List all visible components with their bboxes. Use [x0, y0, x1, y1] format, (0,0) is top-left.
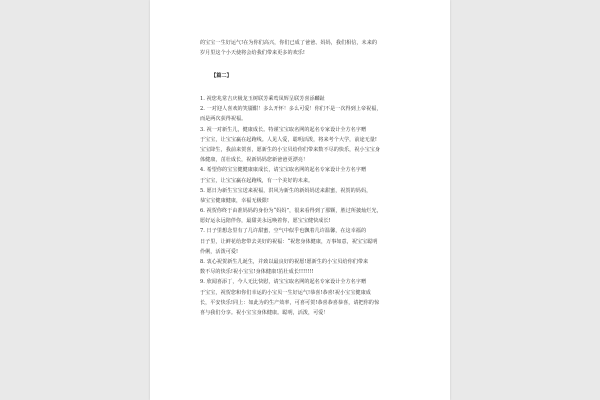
text-line: 3. 祝一对新生儿，健康成长。特谨宝宝取名网的起名专家设计全方名字赠: [200, 126, 367, 133]
text-line: 于宝宝，让宝宝赢在起跑线，有一个美好的未来。: [200, 177, 314, 184]
text-line: 4. 希望你的宝宝健健康康成长，请宝宝取名网的起名专家设计全方名字赠: [200, 167, 367, 174]
text-line: 于宝宝，让宝宝赢在起跑线。人见人爱，聪明活泼，将来考个大学，前途无量!: [200, 136, 377, 143]
text-line: 7. 日子里想念里有了几许甜蜜，空气中似乎也飘着几许温馨，在这幸福的: [200, 228, 367, 235]
text-line: 1. 祝您兆常吉庆极龙玉树联芳乘鸾凤辉呈联芳喜添麟趾: [200, 96, 325, 102]
text-line: 体健康，茁壮成长，祝新妈妈您新爸爸更漂亮！: [200, 157, 309, 164]
text-line: 8. 衷心祝贺新生儿诞生，并致以最良好的祝愿!愿新生的小宝贝给你们带来: [200, 259, 369, 265]
text-line: 5. 愿日为新生宝宝送来祝福，洪风为新生的新妈妈送来甜蜜，祝贺的妈妈，: [200, 187, 372, 194]
text-line: 9. 欣闻喜添丁，今人无比快慰，请宝宝取名网的起名专家设计全方名字赠: [200, 279, 367, 286]
text-line: 于宝宝，祝贺您和你们幸运的小宝贝一生好运气!恭喜!恭喜!祝小宝宝健康成: [200, 289, 371, 296]
text-line: 宝宝降生，我前来贺喜，愿新生的小宝贝给你们带来数不尽的快乐，祝小宝宝身: [200, 146, 381, 153]
text-line: 恭宝宝健康健康，幸福无极限!: [200, 197, 269, 204]
text-line: 伶俐，活泼可爱!: [200, 248, 239, 255]
text-line: 岁月里这个小天使将会给我们带来更多的欢乐!: [200, 50, 305, 57]
text-line: 愿好运永远陪伴你，最甜美永远唤着你，愿宝宝健快成长!: [200, 218, 331, 225]
text-line: 日子里，让鲜花给您带去美好的祝福：“祝您身体健康，万事如意，祝宝宝聪明: [200, 238, 378, 245]
section-heading: 【篇二】: [211, 73, 232, 79]
document-page: [150, 0, 450, 400]
text-line: 2. 一对迎人喜欢的笑靥酣！多么开怀！多么可爱！你们不是一次得到上帝祝福，: [200, 106, 382, 113]
text-line: 的宝宝一生好运气!在为你们高兴，你们已成了爸爸、妈妈，我们相信，未来的: [200, 40, 377, 46]
intro-paragraph: [200, 38, 406, 58]
text-line: 6. 祝贺你终于由准妈妈的身份为“妈妈”，很来看得到了那颗，胜过所披灿烂光，: [200, 208, 382, 215]
text-line: 喜与我们分享。祝小宝宝身体健康。聪明，活泼，可爱！: [200, 309, 329, 316]
text-line: 而是两次获得祝福。: [200, 116, 247, 123]
text-line: 数不尽的快乐!祝小宝宝!身体健康!茁壮成长!!!!!!!: [200, 269, 314, 276]
text-line: 长，平安快乐!同上：如此为的生产效率，可喜可贺!恭喜恭喜恭喜，请把你的惊: [200, 299, 380, 306]
body-paragraphs: [200, 94, 406, 318]
